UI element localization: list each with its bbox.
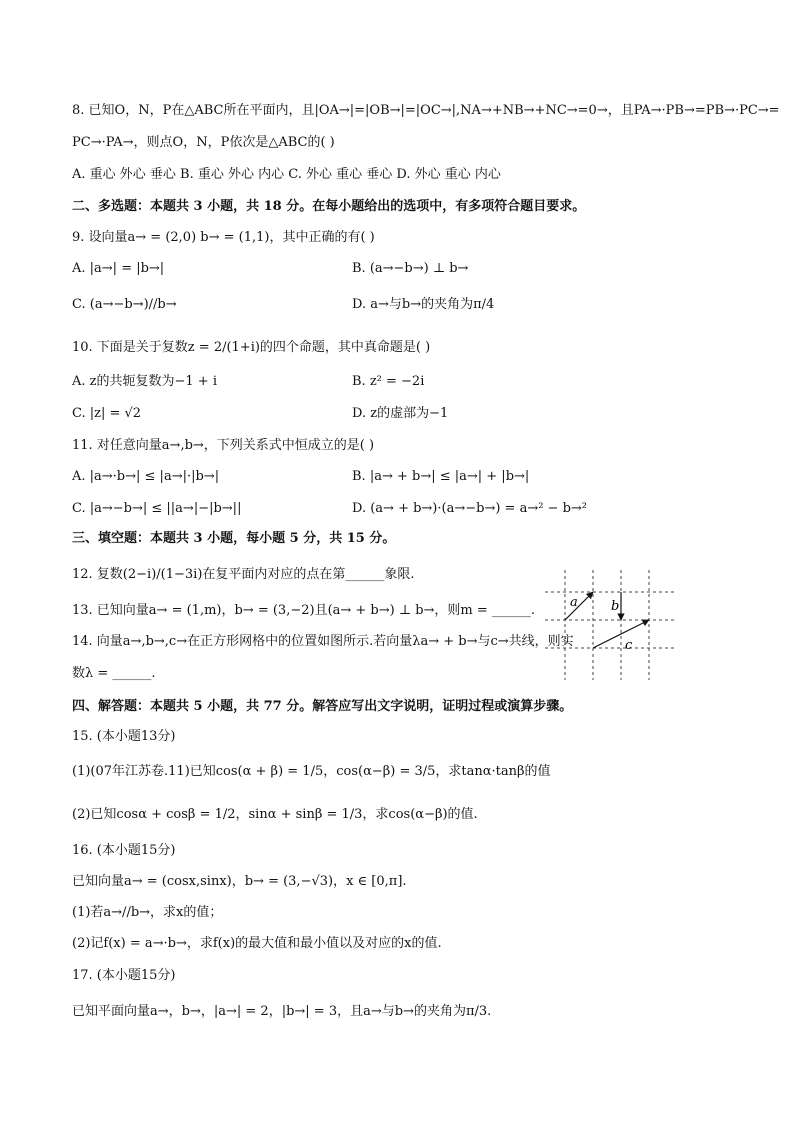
section-solutions: 四、解答题：本题共 5 小题，共 77 分。解答应写出文字说明，证明过程或演算步骤。 bbox=[72, 699, 573, 714]
label-b: b bbox=[611, 599, 620, 614]
q16-stem: 已知向量a→ = (cosx,sinx)，b→ = (3,−√3)，x ∈ [0,π]. bbox=[72, 874, 407, 889]
q16-header: 16. (本小题15分) bbox=[72, 843, 176, 858]
section-fill-blank: 三、填空题：本题共 3 小题，每小题 5 分，共 15 分。 bbox=[72, 531, 396, 546]
q9-option-b: B. (a→−b→) ⊥ b→ bbox=[352, 261, 469, 276]
q16-part2: (2)记f(x) = a→·b→，求f(x)的最大值和最小值以及对应的x的值. bbox=[72, 936, 442, 951]
vector-grid-figure bbox=[545, 570, 675, 680]
q9-option-d: D. a→与b→的夹角为π/4 bbox=[352, 297, 495, 312]
q8-line2: PC→·PA→，则点O，N，P依次是△ABC的( ) bbox=[72, 135, 335, 150]
q11-option-b: B. |a→ + b→| ≤ |a→| + |b→| bbox=[352, 469, 530, 484]
q10-stem: 10. 下面是关于复数z = 2/(1+i)的四个命题，其中真命题是( ) bbox=[72, 340, 431, 355]
q10-option-a: A. z的共轭复数为−1 + i bbox=[72, 374, 217, 389]
q10-option-c: C. |z| = √2 bbox=[72, 406, 142, 421]
q8-options: A. 重心 外心 垂心 B. 重心 外心 内心 C. 外心 重心 垂心 D. 外心 重心 内心 bbox=[72, 167, 501, 182]
q9-stem: 9. 设向量a→ = (2,0) b→ = (1,1)，其中正确的有( ) bbox=[72, 230, 375, 245]
q11-option-a: A. |a→·b→| ≤ |a→|·|b→| bbox=[72, 469, 220, 484]
q12: 12. 复数(2−i)/(1−3i)在复平面内对应的点在第______象限. bbox=[72, 567, 415, 582]
q11-option-c: C. |a→−b→| ≤ ||a→|−|b→|| bbox=[72, 501, 242, 516]
q17-header: 17. (本小题15分) bbox=[72, 968, 176, 983]
q9-option-c: C. (a→−b→)//b→ bbox=[72, 297, 177, 312]
q10-option-b: B. z² = −2i bbox=[352, 374, 425, 389]
q14-line1: 14. 向量a→,b→,c→在正方形网格中的位置如图所示.若向量λa→ + b→与c→共线，则实 bbox=[72, 634, 574, 649]
q9-option-a: A. |a→| = |b→| bbox=[72, 261, 165, 276]
q11-stem: 11. 对任意向量a→,b→，下列关系式中恒成立的是( ) bbox=[72, 438, 375, 453]
q17-stem: 已知平面向量a→，b→，|a→| = 2，|b→| = 3，且a→与b→的夹角为π/3. bbox=[72, 1004, 492, 1019]
q13: 13. 已知向量a→ = (1,m)，b→ = (3,−2)且(a→ + b→) ⊥ b→，则m = ______. bbox=[72, 603, 536, 618]
q11-option-d: D. (a→ + b→)·(a→−b→) = a→² − b→² bbox=[352, 501, 588, 516]
q8-line1: 8. 已知O，N，P在△ABC所在平面内，且|OA→|=|OB→|=|OC→|,NA→+NB→+NC→=0→，且PA→·PB→=PB→·PC→= bbox=[72, 103, 780, 118]
q15-part1: (1)(07年江苏卷.11)已知cos(α + β) = 1/5，cos(α−β) = 3/5，求tanα·tanβ的值 bbox=[72, 764, 551, 779]
q14-line2: 数λ = ______. bbox=[72, 666, 156, 681]
q15-header: 15. (本小题13分) bbox=[72, 729, 176, 744]
q15-part2: (2)已知cosα + cosβ = 1/2，sinα + sinβ = 1/3，求cos(α−β)的值. bbox=[72, 807, 478, 822]
label-a: a bbox=[570, 595, 578, 610]
q10-option-d: D. z的虚部为−1 bbox=[352, 406, 449, 421]
label-c: c bbox=[625, 638, 633, 653]
q16-part1: (1)若a→//b→，求x的值； bbox=[72, 905, 223, 920]
section-multi-choice: 二、多选题：本题共 3 小题，共 18 分。在每小题给出的选项中，有多项符合题目要求。 bbox=[72, 199, 586, 214]
